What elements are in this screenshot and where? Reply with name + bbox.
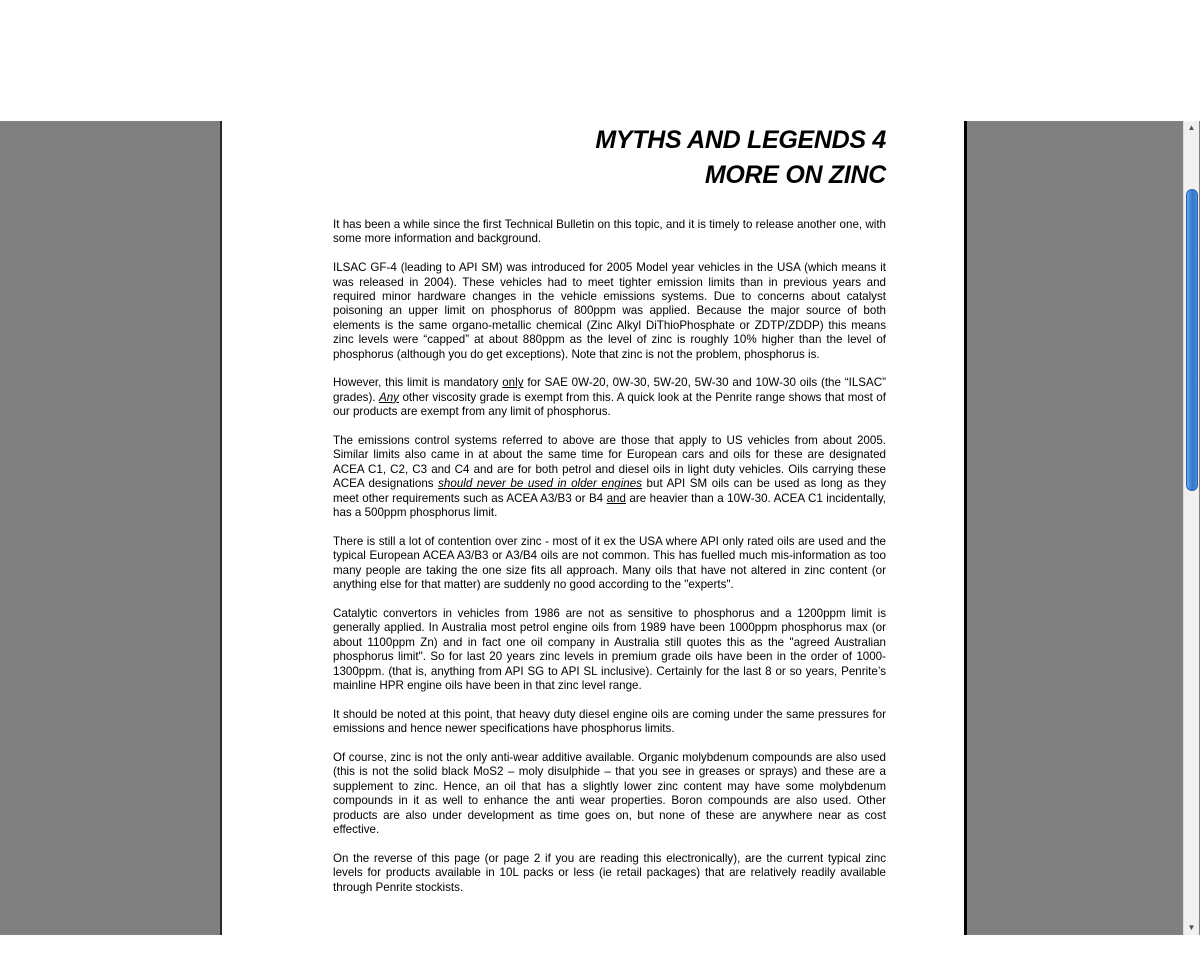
emphasis-any: Any [379, 390, 399, 404]
vertical-scrollbar[interactable] [1183, 121, 1199, 935]
paragraph-3-text-e: other viscosity grade is exempt from this. A quick look at the Penrite range shows that most of our products are exempt from any limit of phosphorus. [333, 390, 886, 419]
paragraph-1: It has been a while since the first Technical Bulletin on this topic, and it is timely to release another one, with some more information and background. [333, 218, 886, 246]
document-page[interactable] [222, 121, 964, 935]
document-body [333, 218, 886, 909]
paragraph-3-text-a: However, this limit is mandatory [333, 376, 503, 390]
scroll-up-arrow-icon[interactable]: ▲ [1187, 123, 1196, 132]
top-blank-area [0, 0, 1200, 121]
title-line-2: MORE ON ZINC [704, 161, 886, 189]
paragraph-3 [333, 376, 886, 419]
paragraph-9: On the reverse of this page (or page 2 if you are reading this electronically), are the current typical zinc levels for products available in 10L packs or less (ie retail packages) that are relatively readily available through Penrite stockists. [333, 851, 886, 894]
emphasis-only: only [502, 376, 524, 390]
document-title [595, 123, 886, 193]
bottom-blank-area [0, 935, 1200, 960]
paragraph-4 [333, 434, 886, 520]
paragraph-8: Of course, zinc is not the only anti-wear additive available. Organic molybdenum compounds are also used (this is not the solid black MoS2 – moly disulphide – that you see in greases or sprays) and these are a supplement to zinc. Hence, an oil that has a slightly lower zinc content may have some molybdenum compounds in it as well to enhance the anti wear properties. Boron compounds are also used. Other products are also under development as time goes on, but none of these are anywhere near as cost effective. [333, 750, 886, 836]
paragraph-7: It should be noted at this point, that heavy duty diesel engine oils are coming under the same pressures for emissions and hence newer specifications have phosphorus limits. [333, 707, 886, 736]
scroll-thumb[interactable] [1186, 189, 1198, 491]
paragraph-4-text-c: but API SM oils can be used as long as they meet other requirements such as ACEA A3/B3 or B4 [333, 477, 886, 505]
scroll-down-arrow-icon[interactable]: ▼ [1187, 923, 1196, 932]
title-line-1: MYTHS AND LEGENDS 4 [595, 126, 886, 154]
emphasis-and: and [606, 491, 626, 505]
paragraph-6: Catalytic convertors in vehicles from 1986 are not as sensitive to phosphorus and a 1200ppm limit is generally applied. In Australia most petrol engine oils from 1989 have been 1000ppm phosphorus max (or about 1100ppm Zn) and in fact one oil company in Australia still quotes this as the "agreed Australian phosphorus limit". So for last 20 years zinc levels in premium grade oils have been in the order of 1000-1300ppm. (that is, anything from API SG to API SL inclusive). Certainly for the last 8 or so years, Penrite’s mainline HPR engine oils have been in that zinc level range. [333, 606, 886, 692]
paragraph-4-text-e: are heavier than a 10W-30. ACEA C1 incidentally, has a 500ppm phosphorus limit. [333, 491, 886, 520]
paragraph-2: ILSAC GF-4 (leading to API SM) was introduced for 2005 Model year vehicles in the USA (which means it was released in 2004). These vehicles had to meet tighter emission limits than in previous years and required minor hardware changes in the vehicle emissions systems. Due to concerns about catalyst poisoning an upper limit on phosphorus of 800ppm was applied. Because the major source of both elements is the same organo-metallic chemical (Zinc Alkyl DiThioPhosphate or ZDTP/ZDDP) this means zinc levels were “capped” at about 880ppm as the level of zinc is roughly 10% higher than the level of phosphorus (although you do get exceptions). Note that zinc is not the problem, phosphorus is. [333, 261, 886, 361]
paragraph-3-text-c: for SAE 0W-20, 0W-30, 5W-20, 5W-30 and 10W-30 oils (the “ILSAC” grades). [333, 376, 886, 404]
emphasis-never-older-engines: should never be used in older engines [438, 477, 643, 491]
page-right-edge [964, 121, 967, 935]
paragraph-4-text-a: The emissions control systems referred to above are those that apply to US vehicles from about 2005. Similar limits also came in at about the same time for European cars and oils for these are designated ACEA C1, C2, C3 and C4 and are for both petrol and diesel oils in light duty vehicles. Oils carrying these ACEA designations [333, 434, 886, 491]
paragraph-5: There is still a lot of contention over zinc - most of it ex the USA where API only rated oils are used and the typical European ACEA A3/B3 or A3/B4 oils are not common. This has fuelled much mis-information as too many people are taking the one size fits all approach. Many oils that have not altered in zinc content (or anything else for that matter) are suddenly no good according to the "experts". [333, 534, 886, 592]
